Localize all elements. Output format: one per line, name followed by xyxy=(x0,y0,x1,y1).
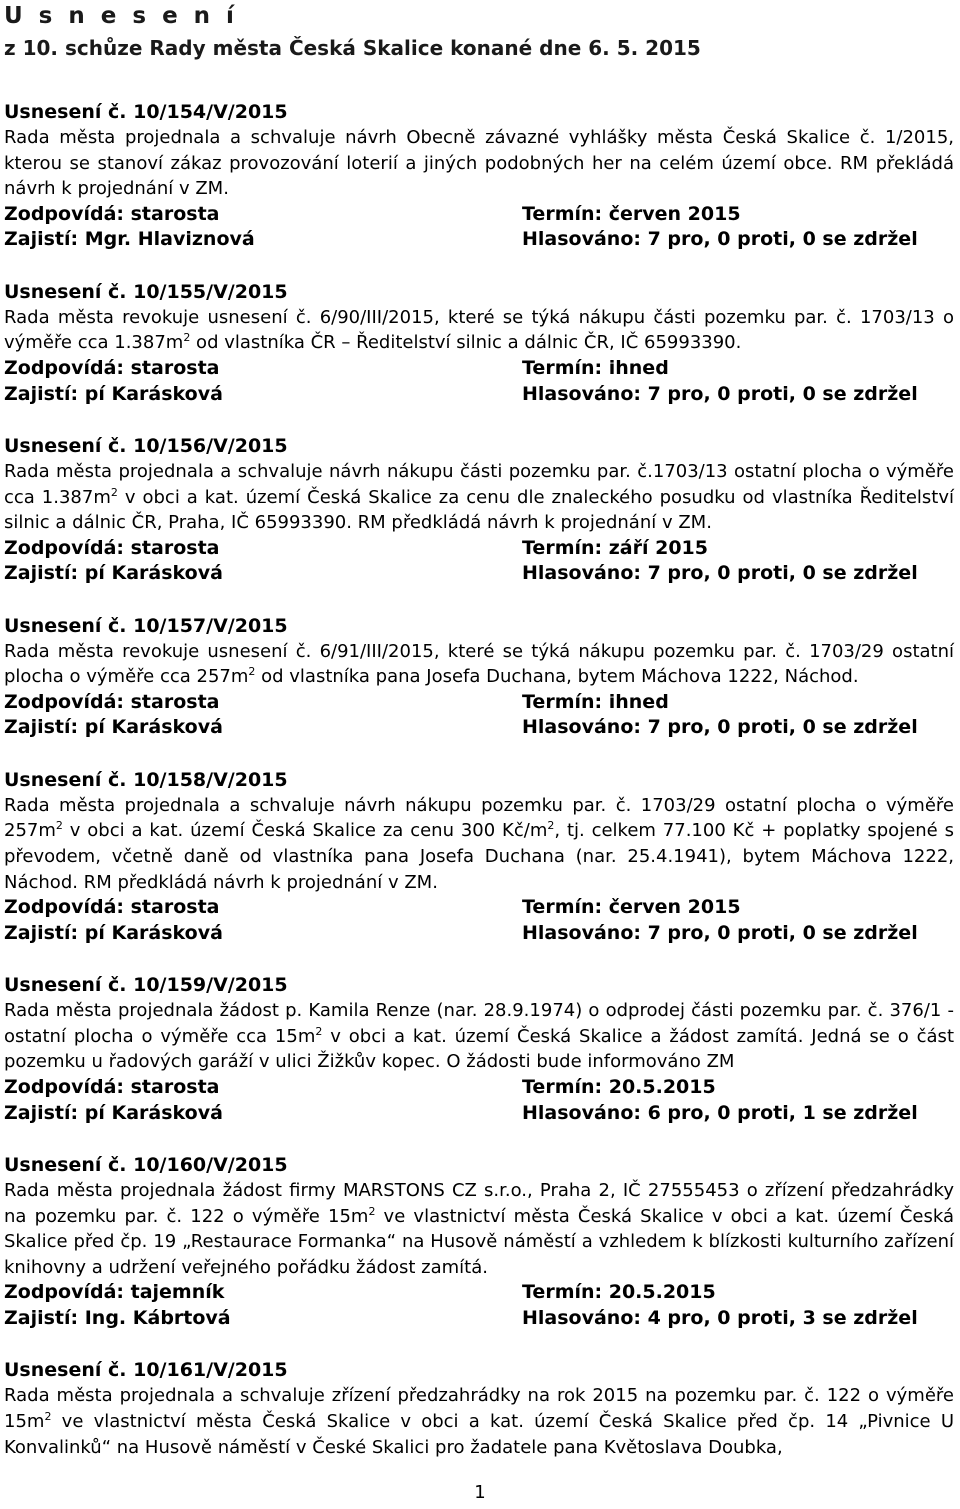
resolution-text xyxy=(4,793,954,895)
resolution-block xyxy=(4,613,954,741)
resolution-number: Usnesení č. 10/159/V/2015 xyxy=(4,974,288,997)
ensures-vote-row xyxy=(4,715,954,741)
vote-result: Hlasováno: 7 pro, 0 proti, 0 se zdržel xyxy=(522,382,918,405)
resolution-number: Usnesení č. 10/161/V/2015 xyxy=(4,1359,288,1382)
text-segment: ve vlastnictví města Česká Skalice v obci a kat. území Česká Skalice před čp. 14 „Pivnice U Konvalinků“ na Husově náměstí v České Skalici pro žadatele pana Květoslava Doubka, xyxy=(4,1410,954,1458)
responsible-deadline-row xyxy=(4,690,954,716)
resolution-text xyxy=(4,1383,954,1460)
deadline-label: Termín: 20.5.2015 xyxy=(522,1281,716,1304)
vote-result: Hlasováno: 4 pro, 0 proti, 3 se zdržel xyxy=(522,1306,918,1329)
deadline-label: Termín: ihned xyxy=(522,690,669,713)
resolution-number: Usnesení č. 10/155/V/2015 xyxy=(4,280,288,303)
ensures-vote-row xyxy=(4,1101,954,1127)
responsible-deadline-row xyxy=(4,536,954,562)
resolution-block xyxy=(4,433,954,587)
resolution-text xyxy=(4,639,954,690)
superscript: 2 xyxy=(368,1204,376,1218)
vote-result: Hlasováno: 7 pro, 0 proti, 0 se zdržel xyxy=(522,228,918,251)
ensures-label: Zajistí: pí Karásková xyxy=(4,562,223,585)
text-segment: od vlastníka pana Josefa Duchana, bytem Máchova 1222, Náchod. xyxy=(255,666,859,688)
text-segment: Rada města projednala žádost firmy MARSTONS CZ s.r.o., Praha 2, IČ 27555453 o zřízení předzahrádky na pozemku par. č. 122 o výměře 15m xyxy=(4,1180,954,1227)
document-subtitle: z 10. schůze Rady města Česká Skalice konané dne 6. 5. 2015 xyxy=(4,36,701,60)
vote-result: Hlasováno: 6 pro, 0 proti, 1 se zdržel xyxy=(522,1101,918,1124)
responsible-label: Zodpovídá: tajemník xyxy=(4,1281,225,1304)
text-segment: Rada města revokuje usnesení č. 6/91/III/2015, které se týká nákupu pozemku par. č. 1703/29 ostatní plocha o výměře cca 257m xyxy=(4,640,954,688)
resolutions-list xyxy=(4,99,954,1460)
resolution-block xyxy=(4,767,954,947)
resolution-text xyxy=(4,459,954,536)
resolution-block xyxy=(4,1152,954,1332)
ensures-label: Zajistí: pí Karásková xyxy=(4,1101,223,1124)
superscript: 2 xyxy=(183,331,191,345)
text-segment: Rada města projednala a schvaluje návrh Obecně závazné vyhlášky města Česká Skalice č. 1/2015, kterou se stanoví zákaz provozování loterií a jiných podobných her na celém území obce. RM překládá návrh k projednání v ZM. xyxy=(4,127,954,200)
responsible-deadline-row xyxy=(4,356,954,382)
resolution-block xyxy=(4,972,954,1126)
resolution-number: Usnesení č. 10/157/V/2015 xyxy=(4,614,288,637)
responsible-deadline-row xyxy=(4,202,954,228)
text-segment: Rada města projednala a schvaluje návrh nákupu pozemku par. č. 1703/29 ostatní plocha o výměře 257m xyxy=(4,794,954,842)
text-segment: v obci a kat. území Česká Skalice a žádost zamítá. Jedná se o část pozemku u řadových garáží v ulici Žižkův kopec. O žádosti bude informováno ZM xyxy=(4,1025,954,1073)
resolution-number: Usnesení č. 10/160/V/2015 xyxy=(4,1154,288,1176)
text-segment: v obci a kat. území Česká Skalice za cenu 300 Kč/m xyxy=(62,820,548,842)
resolution-number: Usnesení č. 10/154/V/2015 xyxy=(4,101,288,123)
ensures-vote-row xyxy=(4,561,954,587)
superscript: 2 xyxy=(248,665,256,679)
text-segment: Rada města projednala a schvaluje návrh nákupu části pozemku par. č.1703/13 ostatní plocha o výměře cca 1.387m xyxy=(4,460,954,508)
document-page xyxy=(4,0,954,1486)
ensures-vote-row xyxy=(4,382,954,408)
responsible-deadline-row xyxy=(4,895,954,921)
page-number: 1 xyxy=(474,1482,486,1503)
ensures-vote-row xyxy=(4,921,954,947)
text-segment: , tj. celkem 77.100 Kč + poplatky spojené s převodem, včetně daně od vlastníka pana Josefa Duchana (nar. 25.4.1941), bytem Máchova 1222, Náchod. RM předkládá návrh k projednání v ZM. xyxy=(4,820,954,893)
vote-result: Hlasováno: 7 pro, 0 proti, 0 se zdržel xyxy=(522,716,918,739)
text-segment: Rada města projednala žádost p. Kamila Renze (nar. 28.9.1974) o odprodej části pozemku par. č. 376/1 - ostatní plocha o výměře cca 15m xyxy=(4,1000,954,1047)
ensures-label: Zajistí: pí Karásková xyxy=(4,382,223,405)
resolution-text xyxy=(4,125,954,202)
responsible-label: Zodpovídá: starosta xyxy=(4,1076,220,1099)
superscript: 2 xyxy=(110,485,118,499)
ensures-label: Zajistí: Mgr. Hlaviznová xyxy=(4,228,255,251)
superscript: 2 xyxy=(44,1409,52,1423)
text-segment: v obci a kat. území Česká Skalice za cenu dle znaleckého posudku od vlastníka Ředitelství silnic a dálnic ČR, Praha, IČ 65993390. RM předkládá návrh k projednání v ZM. xyxy=(4,486,955,534)
responsible-label: Zodpovídá: starosta xyxy=(4,356,220,379)
resolution-number: Usnesení č. 10/156/V/2015 xyxy=(4,434,288,457)
responsible-label: Zodpovídá: starosta xyxy=(4,690,220,713)
ensures-label: Zajistí: pí Karásková xyxy=(4,921,223,944)
resolution-number: Usnesení č. 10/158/V/2015 xyxy=(4,768,288,791)
deadline-label: Termín: 20.5.2015 xyxy=(522,1076,716,1099)
vote-result: Hlasováno: 7 pro, 0 proti, 0 se zdržel xyxy=(522,562,918,585)
resolution-block xyxy=(4,1357,954,1460)
text-segment: od vlastníka ČR – Ředitelství silnic a dálnic ČR, IČ 65993390. xyxy=(190,332,742,354)
text-segment: Rada města projednala a schvaluje zřízení předzahrádky na rok 2015 na pozemku par. č. 122 o výměře 15m xyxy=(4,1385,954,1432)
responsible-label: Zodpovídá: starosta xyxy=(4,202,220,225)
text-segment: ve vlastnictví města Česká Skalice v obci a kat. území Česká Skalice před čp. 19 „Restaurace Formanka“ na Husově náměstí a vzhledem k blízkosti kulturního zařízení knihovny a udržení veřejného pořádku žádost zamítá. xyxy=(4,1205,954,1278)
superscript: 2 xyxy=(55,819,63,833)
ensures-vote-row xyxy=(4,1306,954,1332)
resolution-text xyxy=(4,1178,954,1280)
responsible-label: Zodpovídá: starosta xyxy=(4,896,220,919)
superscript: 2 xyxy=(547,819,555,833)
resolution-block xyxy=(4,279,954,407)
ensures-vote-row xyxy=(4,227,954,253)
deadline-label: Termín: září 2015 xyxy=(522,536,709,559)
responsible-deadline-row xyxy=(4,1075,954,1101)
resolution-text xyxy=(4,998,954,1075)
resolution-text xyxy=(4,305,954,356)
resolution-block xyxy=(4,99,954,253)
deadline-label: Termín: červen 2015 xyxy=(522,896,741,919)
responsible-deadline-row xyxy=(4,1280,954,1306)
deadline-label: Termín: ihned xyxy=(522,356,669,379)
superscript: 2 xyxy=(315,1024,323,1038)
responsible-label: Zodpovídá: starosta xyxy=(4,536,220,559)
ensures-label: Zajistí: pí Karásková xyxy=(4,716,223,739)
deadline-label: Termín: červen 2015 xyxy=(522,202,741,225)
text-segment: Rada města revokuje usnesení č. 6/90/III/2015, které se týká nákupu části pozemku par. č. 1703/13 o výměře cca 1.387m xyxy=(4,306,954,354)
ensures-label: Zajistí: Ing. Kábrtová xyxy=(4,1306,231,1329)
vote-result: Hlasováno: 7 pro, 0 proti, 0 se zdržel xyxy=(522,921,918,944)
document-title: U s n e s e n í xyxy=(4,3,238,29)
